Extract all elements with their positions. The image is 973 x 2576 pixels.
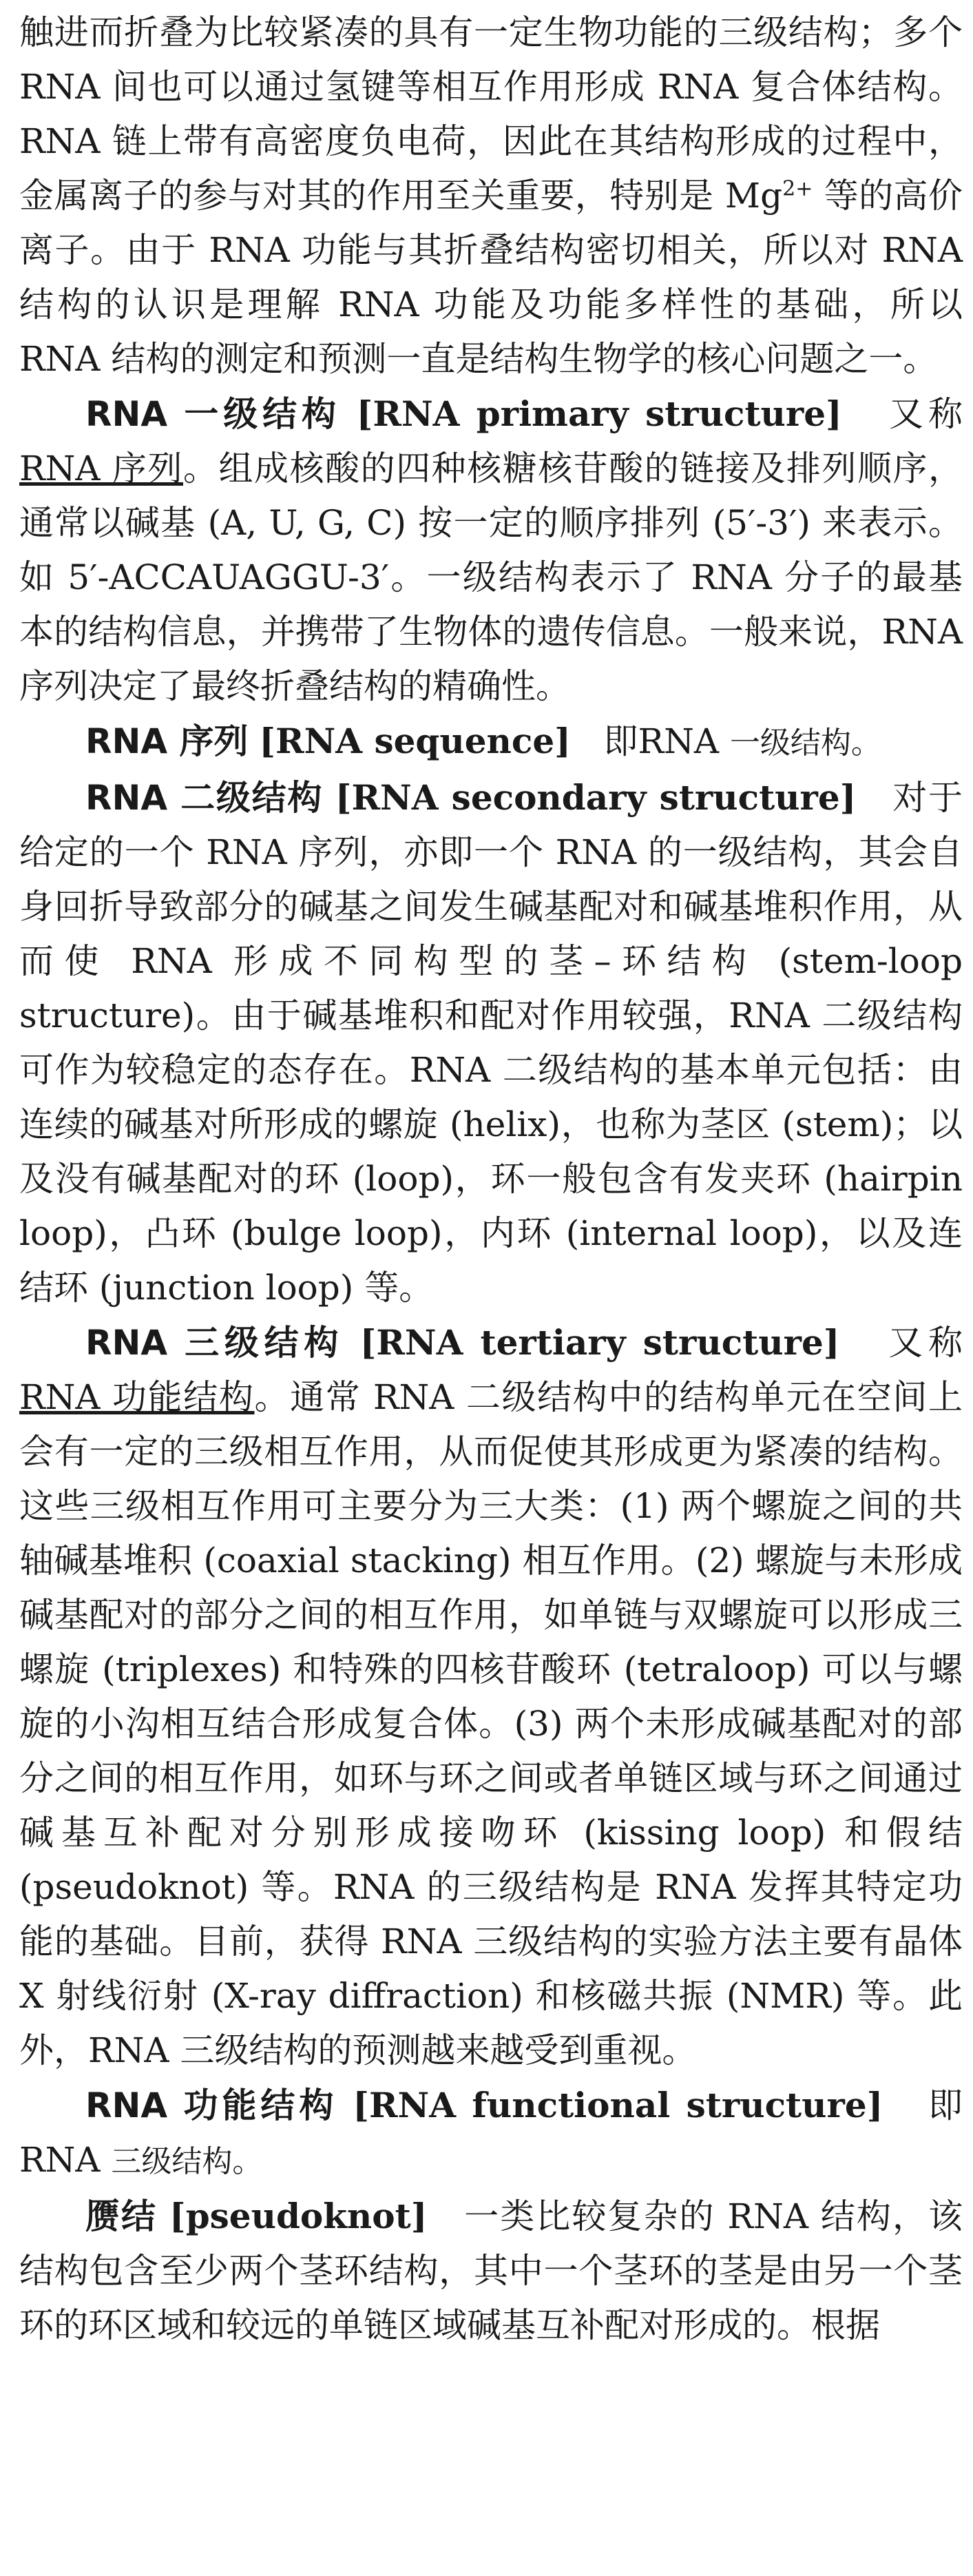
entry-english-term: [RNA functional structure] xyxy=(353,2085,883,2125)
entry-body: 。组成核酸的四种核糖核苷酸的链接及排列顺序，通常以碱基 (A, U, G, C) 按一定的顺序排列 (5′-3′) 来表示。如 5′-ACCAUAGGU-3′。一级结构表示了 RNA 分子的最基本的结构信息，并携带了生物体的遗传信息。一般来说，RNA 序列决定了最终折叠结构的精确性。 xyxy=(19,449,963,706)
entry-english-term: [RNA secondary structure] xyxy=(335,777,857,818)
entry-english-term: [RNA primary structure] xyxy=(356,393,842,434)
entry-term: RNA 二级结构 xyxy=(85,778,324,818)
superscript-charge: 2+ xyxy=(782,176,813,201)
entry-english-term: [RNA tertiary structure] xyxy=(359,1322,840,1363)
entry-english-term: [pseudoknot] xyxy=(169,2196,428,2236)
cross-reference-link[interactable]: RNA 序列 xyxy=(19,449,183,488)
entry-pseudoknot xyxy=(19,2189,963,2353)
intro-paragraph xyxy=(19,6,963,387)
entry-term: 赝结 xyxy=(85,2196,158,2236)
entry-rna-sequence xyxy=(19,714,963,770)
entry-english-term: [RNA sequence] xyxy=(259,721,571,761)
entry-lead: 又称 xyxy=(889,394,963,434)
entry-term: RNA 三级结构 xyxy=(85,1323,344,1363)
entry-lead: 即 RNA xyxy=(19,2085,963,2180)
entry-body: 对于给定的一个 RNA 序列，亦即一个 RNA 的一级结构，其会自身回折导致部分的碱基之间发生碱基配对和碱基堆积作用，从而使 RNA 形成不同构型的茎–环结构 (stem-loop structure)。由于碱基堆积和配对作用较强，RNA 二级结构可作为较稳定的态存在。RNA 二级结构的基本单元包括：由连续的碱基对所形成的螺旋 (helix)，也称为茎区 (stem)；以及没有碱基配对的环 (loop)，环一般包含有发夹环 (hairpin loop)，凸环 (bulge loop)，内环 (internal loop)，以及连结环 (junction loop) 等。 xyxy=(19,778,963,1308)
see-also-reference[interactable]: 三级结构。 xyxy=(111,2144,263,2179)
entry-rna-primary-structure xyxy=(19,387,963,714)
entry-lead: 即RNA xyxy=(603,721,720,761)
cross-reference-link[interactable]: RNA 功能结构 xyxy=(19,1377,255,1417)
entry-term: RNA 功能结构 xyxy=(85,2085,338,2125)
entry-rna-functional-structure xyxy=(19,2078,963,2189)
see-also-reference[interactable]: 一级结构。 xyxy=(729,725,881,761)
entry-rna-secondary-structure xyxy=(19,770,963,1315)
entry-lead: 又称 xyxy=(888,1323,963,1363)
entry-rna-tertiary-structure xyxy=(19,1315,963,2078)
entry-term: RNA 一级结构 xyxy=(85,394,341,434)
entry-body: 。通常 RNA 二级结构中的结构单元在空间上会有一定的三级相互作用，从而促使其形成更为紧凑的结构。这些三级相互作用可主要分为三大类：(1) 两个螺旋之间的共轴碱基堆积 (coaxial stacking) 相互作用。(2) 螺旋与未形成碱基配对的部分之间的相互作用，如单链与双螺旋可以形成三螺旋 (triplexes) 和特殊的四核苷酸环 (tetraloop) 可以与螺旋的小沟相互结合形成复合体。(3) 两个未形成碱基配对的部分之间的相互作用，如环与环之间或者单链区域与环之间通过碱基互补配对分别形成接吻环 (kissing loop) 和假结 (pseudoknot) 等。RNA 的三级结构是 RNA 发挥其特定功能的基础。目前，获得 RNA 三级结构的实验方法主要有晶体 X 射线衍射 (X-ray diffraction) 和核磁共振 (NMR) 等。此外，RNA 三级结构的预测越来越受到重视。 xyxy=(19,1377,963,2070)
dictionary-page xyxy=(19,6,963,2353)
entry-term: RNA 序列 xyxy=(85,721,249,761)
entry-body: 一类比较复杂的 RNA 结构，该结构包含至少两个茎环结构，其中一个茎环的茎是由另一个茎环的环区域和较远的单链区域碱基互补配对形成的。根据 xyxy=(19,2196,963,2345)
intro-text-after: 等的高价离子。由于 RNA 功能与其折叠结构密切相关，所以对 RNA 结构的认识是理解 RNA 功能及功能多样性的基础，所以 RNA 结构的测定和预测一直是结构生物学的核心问题之一。 xyxy=(19,176,963,379)
intro-text: 触进而折叠为比较紧凑的具有一定生物功能的三级结构；多个 RNA 间也可以通过氢键等相互作用形成 RNA 复合体结构。RNA 链上带有高密度负电荷，因此在其结构形成的过程中，金属离子的参与对其的作用至关重要，特别是 Mg xyxy=(19,12,963,216)
